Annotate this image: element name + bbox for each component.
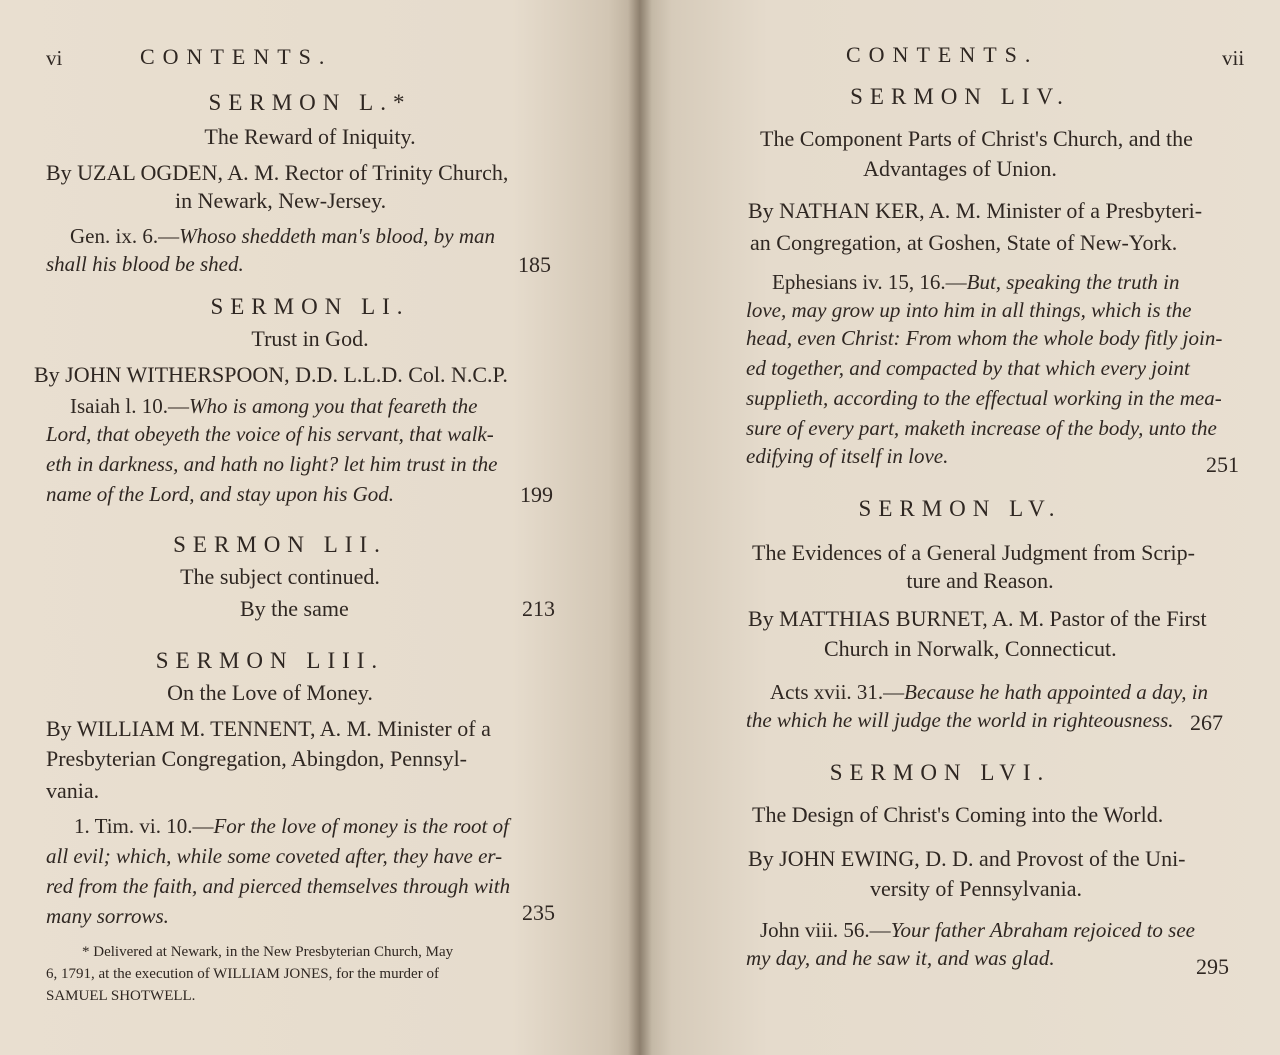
sermon-author: By UZAL OGDEN, A. M. Rector of Trinity Church, — [46, 160, 509, 185]
sermon-title: The Design of Christ's Coming into the World. — [752, 802, 1164, 827]
page-number: 199 — [520, 482, 553, 507]
sermon-title: ture and Reason. — [906, 568, 1054, 593]
scripture-quote: supplieth, according to the effectual working in the mea- — [746, 386, 1222, 410]
scripture-quote: my day, and he saw it, and was glad. — [746, 946, 1055, 970]
sermon-author: Church in Norwalk, Connecticut. — [824, 636, 1117, 661]
sermon-heading: SERMON LII. — [173, 532, 387, 557]
scripture-text — [772, 270, 1180, 295]
scripture-quote: many sorrows. — [46, 904, 169, 928]
running-head-right: CONTENTS. — [846, 42, 1039, 67]
footnote-line: 6, 1791, at the execution of WILLIAM JONES, for the murder of — [46, 966, 439, 982]
folio-right: vii — [1222, 46, 1245, 70]
sermon-author: By WILLIAM M. TENNENT, A. M. Minister of a — [46, 716, 491, 741]
scripture-quote: shall his blood be shed. — [46, 252, 244, 276]
folio-left: vi — [46, 46, 63, 70]
sermon-title: Advantages of Union. — [863, 156, 1057, 181]
sermon-title: The subject continued. — [180, 564, 380, 589]
right-page — [640, 0, 1280, 1055]
sermon-author: in Newark, New-Jersey. — [175, 188, 387, 213]
sermon-heading: SERMON L.* — [208, 90, 412, 115]
sermon-author: By the same — [240, 596, 349, 621]
sermon-heading: SERMON LI. — [210, 294, 410, 319]
scripture-reference: Isaiah l. 10.— — [70, 394, 189, 418]
footnote-line: SAMUEL SHOTWELL. — [46, 988, 196, 1004]
scripture-quote: red from the faith, and pierced themselves through with — [46, 874, 511, 898]
sermon-heading: SERMON LV. — [858, 496, 1062, 521]
page-number: 267 — [1190, 710, 1223, 735]
scripture-reference: Gen. ix. 6.— — [70, 224, 180, 248]
scripture-quote: head, even Christ: From whom the whole body fitly join- — [746, 326, 1223, 350]
page-number: 251 — [1206, 452, 1239, 477]
scripture-quote: Because he hath appointed a day, in — [904, 680, 1209, 704]
scripture-text — [70, 394, 478, 419]
scripture-reference: John viii. 56.— — [760, 918, 891, 942]
page-number: 185 — [518, 252, 551, 277]
sermon-title: The Component Parts of Christ's Church, and the — [760, 126, 1193, 151]
scripture-quote: Your father Abraham rejoiced to see — [890, 918, 1195, 942]
scripture-quote: Who is among you that feareth the — [188, 394, 478, 418]
scripture-quote: edifying of itself in love. — [746, 444, 949, 468]
scripture-quote: ed together, and compacted by that which every joint — [746, 356, 1190, 380]
page-number: 295 — [1196, 954, 1229, 979]
sermon-author: versity of Pennsylvania. — [870, 876, 1083, 901]
sermon-author: By JOHN EWING, D. D. and Provost of the Uni- — [748, 846, 1186, 871]
sermon-heading: SERMON LIII. — [155, 648, 385, 673]
footnote-line: * Delivered at Newark, in the New Presbyterian Church, May — [82, 944, 454, 960]
scripture-quote: love, may grow up into him in all things, which is the — [746, 298, 1192, 322]
scripture-quote: eth in darkness, and hath no light? let him trust in the — [46, 452, 498, 476]
sermon-title: Trust in God. — [251, 326, 369, 351]
sermon-heading: SERMON LIV. — [850, 84, 1070, 109]
sermon-heading: SERMON LVI. — [829, 760, 1051, 785]
sermon-author: By JOHN WITHERSPOON, D.D. L.L.D. Col. N.C.P. — [34, 362, 508, 387]
scripture-reference: Acts xvii. 31.— — [770, 680, 905, 704]
sermon-author: Presbyterian Congregation, Abingdon, Pennsyl- — [46, 746, 468, 771]
scripture-quote: name of the Lord, and stay upon his God. — [46, 482, 395, 506]
sermon-title: On the Love of Money. — [167, 680, 373, 705]
scripture-text — [70, 224, 495, 249]
page-number: 213 — [522, 596, 555, 621]
scripture-text — [770, 680, 1208, 705]
sermon-title: The Evidences of a General Judgment from Scrip- — [752, 540, 1195, 565]
sermon-author: an Congregation, at Goshen, State of New-York. — [750, 230, 1178, 255]
scripture-quote: Whoso sheddeth man's blood, by man — [179, 224, 496, 248]
book-gutter — [628, 0, 652, 1055]
scripture-reference: 1. Tim. vi. 10.— — [74, 814, 214, 838]
running-head-left: CONTENTS. — [140, 44, 333, 69]
sermon-author: By NATHAN KER, A. M. Minister of a Presbyteri- — [748, 198, 1203, 223]
scripture-quote: all evil; which, while some coveted after, they have er- — [46, 844, 503, 868]
page-number: 235 — [522, 900, 555, 925]
sermon-title: The Reward of Iniquity. — [204, 124, 416, 149]
scripture-quote: For the love of money is the root of — [213, 814, 509, 838]
scripture-quote: sure of every part, maketh increase of the body, unto the — [746, 416, 1217, 440]
scripture-reference: Ephesians iv. 15, 16.— — [772, 270, 967, 294]
scripture-quote: Lord, that obeyeth the voice of his servant, that walk- — [46, 422, 494, 446]
scripture-text — [74, 814, 509, 839]
sermon-author: By MATTHIAS BURNET, A. M. Pastor of the First — [748, 606, 1207, 631]
scripture-quote: But, speaking the truth in — [966, 270, 1180, 294]
sermon-author: vania. — [46, 778, 100, 803]
scripture-quote: the which he will judge the world in righteousness. — [746, 708, 1174, 732]
scripture-text — [760, 918, 1195, 943]
